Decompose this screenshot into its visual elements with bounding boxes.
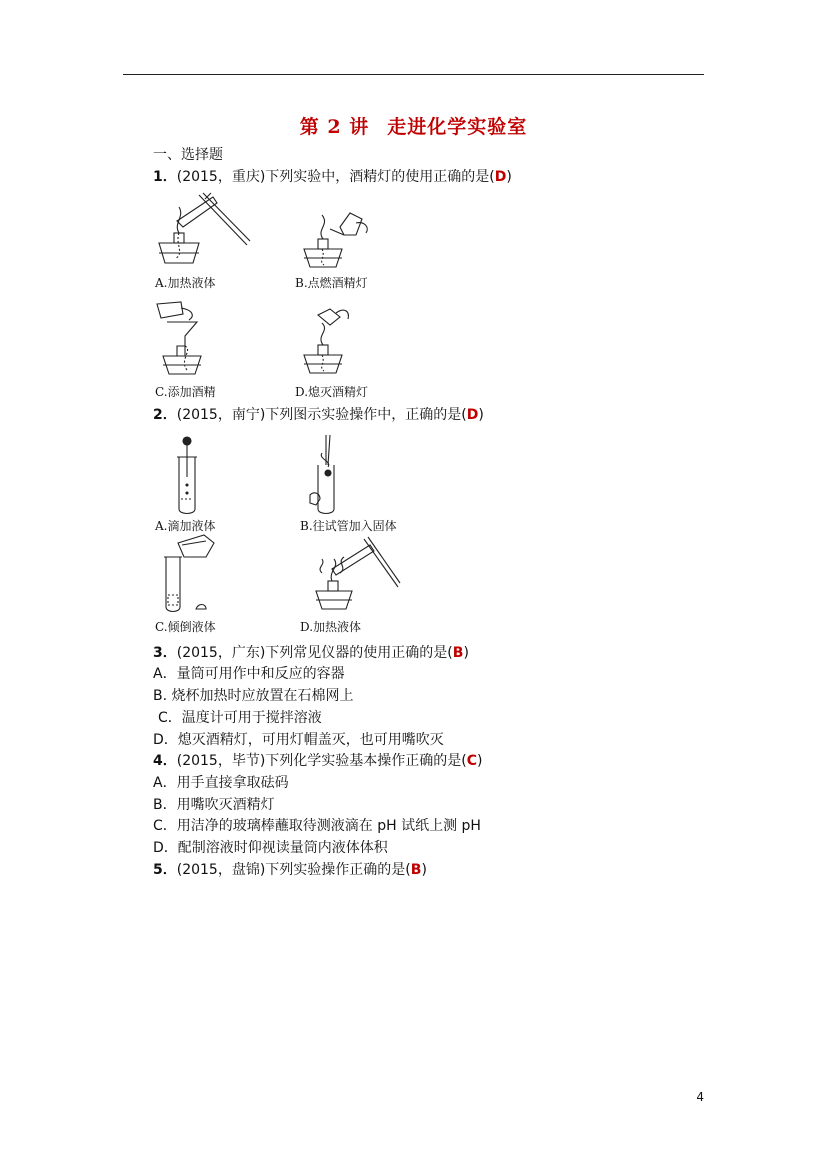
question-number: 2． [153,407,177,423]
question-1 [153,168,512,186]
close-paren: ) [421,862,427,878]
question-stem: (2015，重庆)下列实验中，酒精灯的使用正确的是( [176,169,495,185]
question-3 [153,644,469,662]
lecture-title: 走进化学实验室 [387,116,528,138]
question-stem: (2015，盘锦)下列实验操作正确的是( [176,862,411,878]
pouring-liquid-figure [160,533,220,615]
question-stem: (2015，广东)下列常见仪器的使用正确的是( [176,645,453,661]
adding-alcohol-figure [155,300,235,380]
close-paren: ) [506,169,512,185]
question-stem: (2015，南宁)下列图示实验操作中，正确的是( [176,407,467,423]
question-number: 1． [153,169,177,185]
option-b: B. 烧杯加热时应放置在石棉网上 [153,688,354,704]
answer: D [466,407,479,423]
figure-caption: B.往试管加入固体 [300,519,397,533]
figure-caption: D.熄灭酒精灯 [295,385,369,399]
question-number: 3． [153,645,177,661]
answer: B [410,862,422,878]
question-4 [153,752,483,770]
close-paren: ) [478,407,484,423]
figure-caption: A.加热液体 [155,276,216,290]
extinguishing-lamp-figure [300,305,370,379]
heating-liquid-figure [308,537,400,615]
option-d: D．熄灭酒精灯，可用灯帽盖灭，也可用嘴吹灭 [153,732,444,748]
dropping-liquid-figure [175,437,205,517]
question-2 [153,406,484,424]
adding-solid-figure [308,435,348,517]
answer: B [452,645,464,661]
header-rule [123,74,704,75]
answer: C [466,753,478,769]
option-a: A．用手直接拿取砝码 [153,775,289,791]
question-number: 5． [153,862,177,878]
section-heading: 一、选择题 [153,147,223,163]
question-5 [153,861,427,879]
figure-caption: D.加热液体 [300,620,362,634]
page-number: 4 [696,1090,704,1104]
close-paren: ) [463,645,469,661]
question-number: 4． [153,753,177,769]
answer: D [494,169,507,185]
question-stem: (2015，毕节)下列化学实验基本操作正确的是( [176,753,467,769]
option-b: B．用嘴吹灭酒精灯 [153,797,275,813]
option-d: D．配制溶液时仰视读量筒内液体体积 [153,840,388,856]
lighting-lamp-figure [300,205,375,273]
figure-caption: A.滴加液体 [155,519,216,533]
close-paren: ) [477,753,483,769]
heating-liquid-figure [155,193,250,271]
option-a: A．量筒可用作中和反应的容器 [153,666,345,682]
lecture-number: 第 2 讲 [299,116,370,138]
figure-caption: C.倾倒液体 [155,620,216,634]
page-title [0,112,827,139]
figure-caption: C.添加酒精 [155,385,216,399]
option-c: C．温度计可用于搅拌溶液 [158,710,322,726]
option-c: C．用洁净的玻璃棒蘸取待测液滴在 pH 试纸上测 pH [153,818,481,834]
figure-caption: B.点燃酒精灯 [295,276,368,290]
